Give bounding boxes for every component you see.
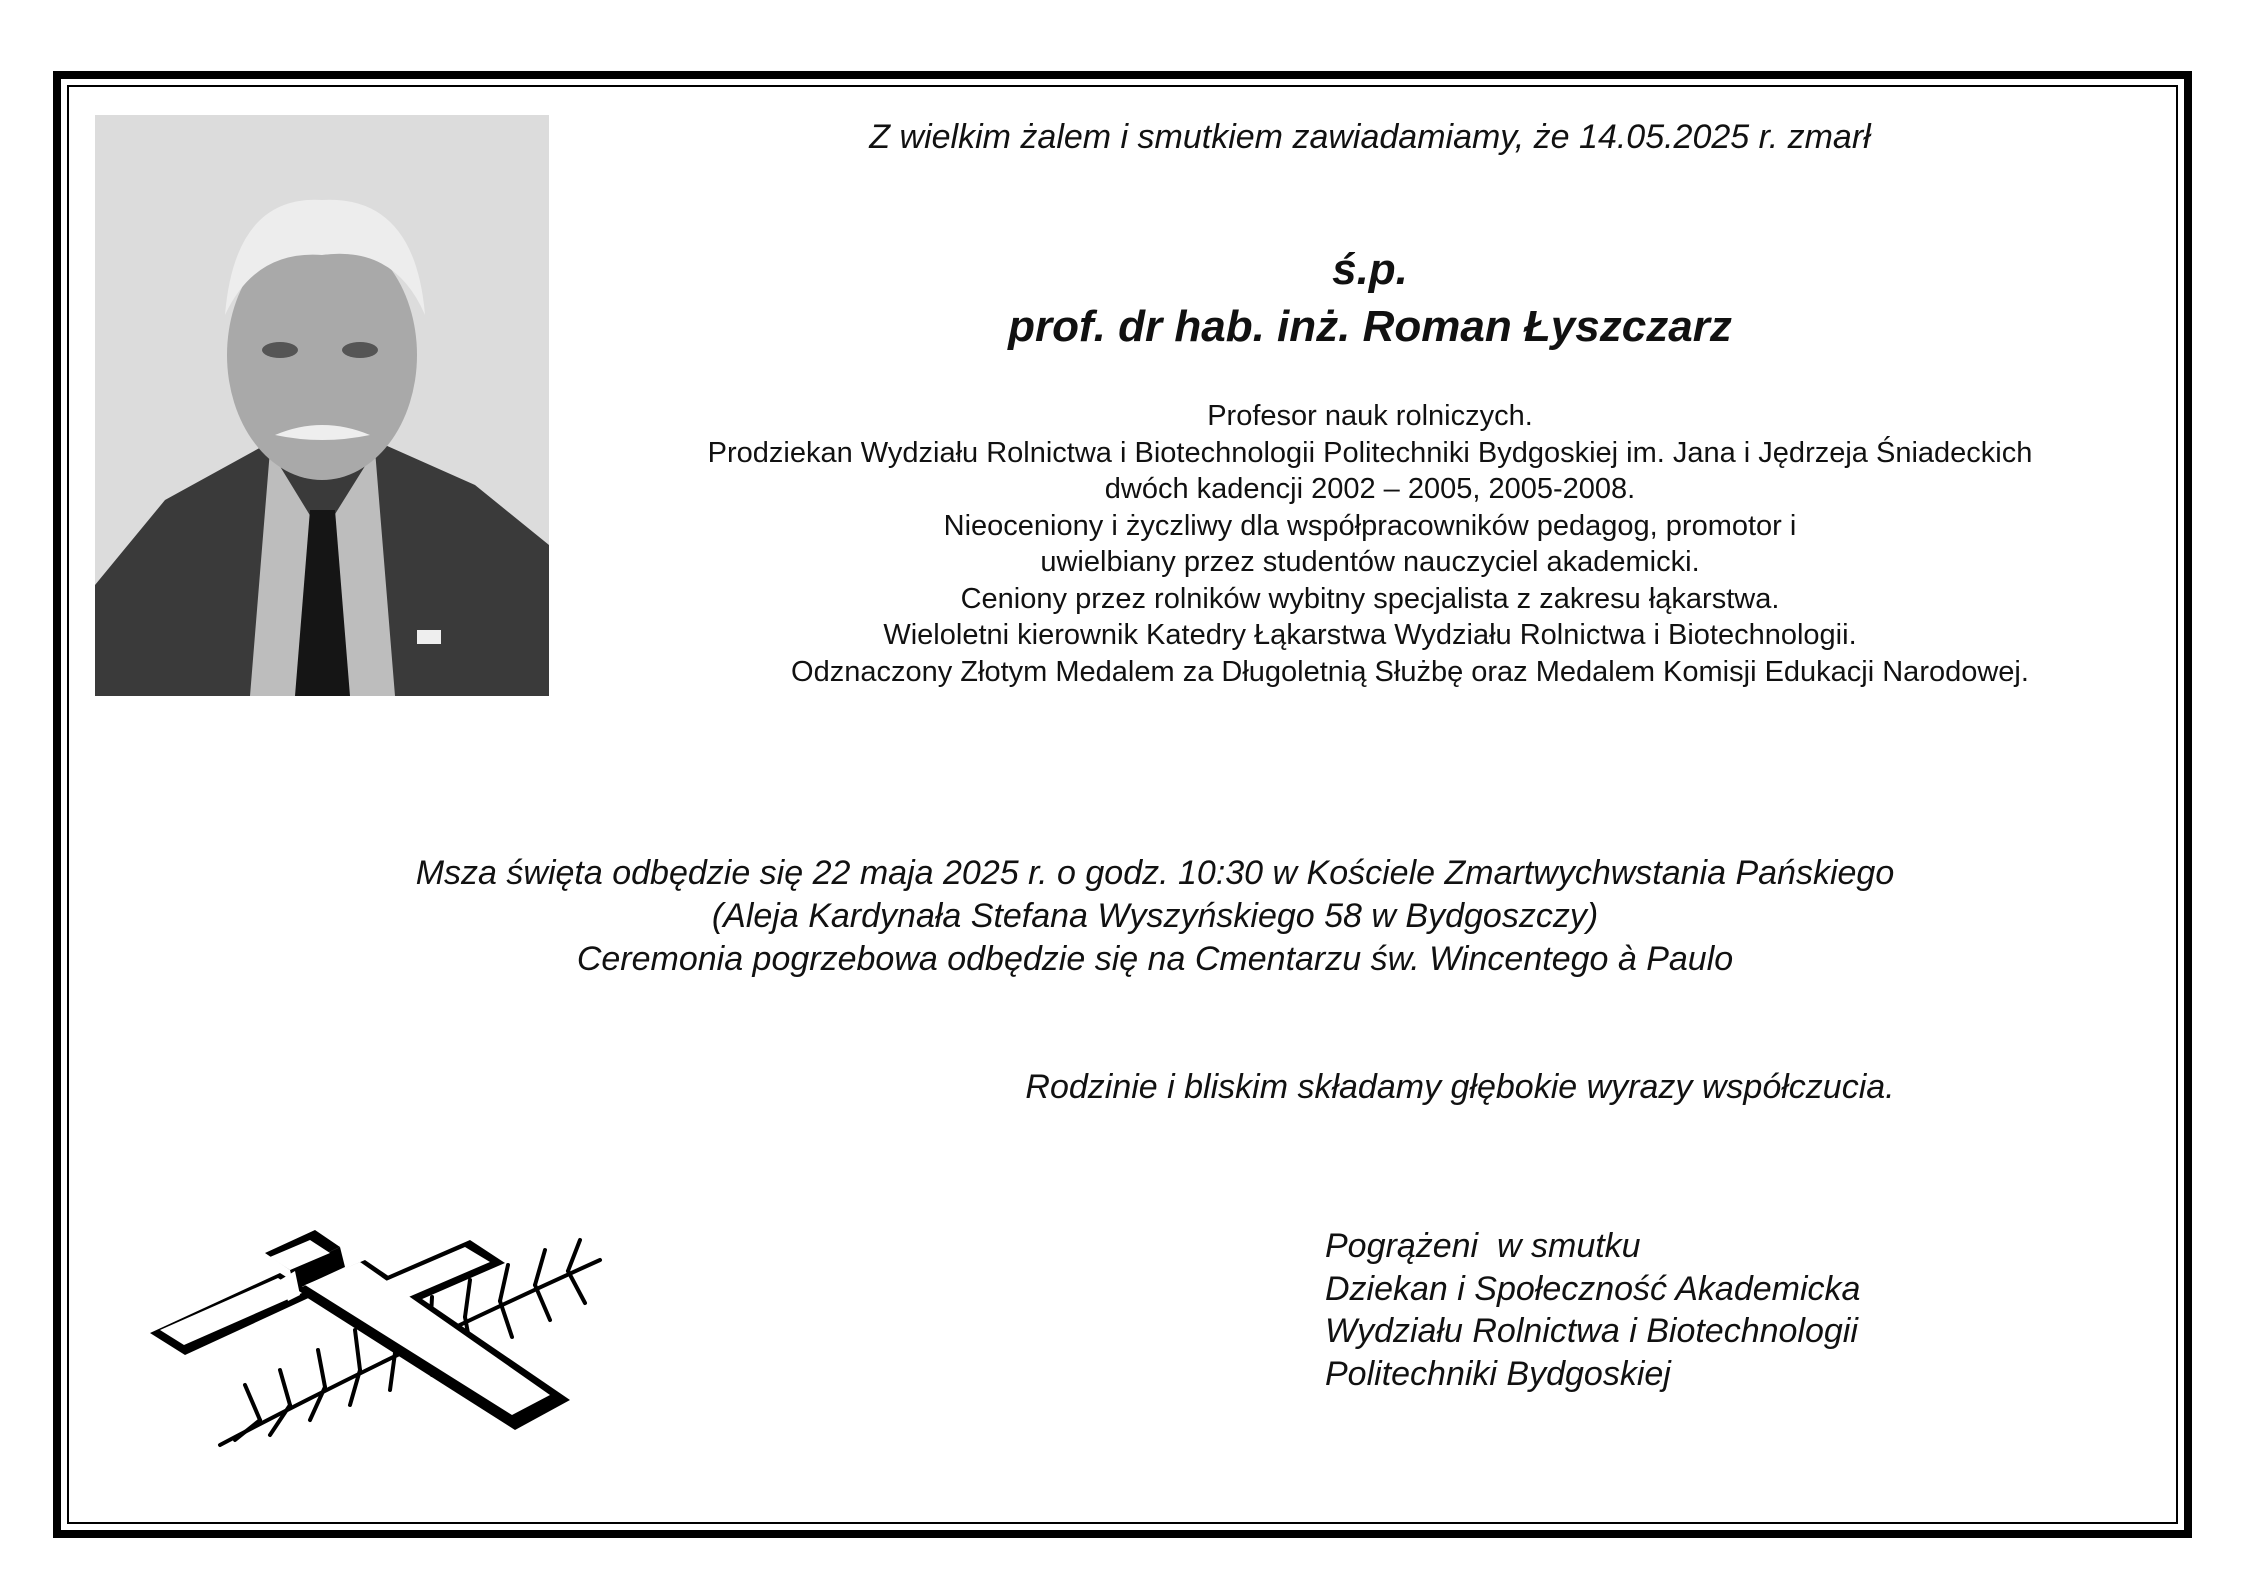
bio-line: uwielbiany przez studentów nauczyciel akademicki. xyxy=(1040,546,1700,578)
bio-line: Nieoceniony i życzliwy dla współpracowników pedagog, promotor i xyxy=(943,509,1797,542)
signature-line: Pogrążeni w smutku xyxy=(1325,1227,1641,1265)
ceremony-line: Ceremonia pogrzebowa odbędzie się na Cmentarzu św. Wincentego à Paulo xyxy=(576,940,1734,978)
ceremony-line: Msza święta odbędzie się 22 maja 2025 r. o godz. 10:30 w Kościele Zmartwychwstania Pańskiego xyxy=(415,854,1895,892)
intro-text: Z wielkim żalem i smutkiem zawiadamiamy, że 14.05.2025 r. zmarł xyxy=(869,118,1871,156)
bio-line: Profesor nauk rolniczych. xyxy=(1207,400,1533,432)
cross-with-palm-icon xyxy=(140,1205,640,1450)
portrait-photo xyxy=(95,115,549,696)
biography xyxy=(610,398,2130,690)
bio-line: Prodziekan Wydziału Rolnictwa i Biotechnologii Politechniki Bydgoskiej im. Jana i Jędrzeja Śniadeckich xyxy=(707,436,2033,469)
signature-line: Dziekan i Społeczność Akademicka xyxy=(1325,1269,1861,1308)
deceased-name: prof. dr hab. inż. Roman Łyszczarz xyxy=(1008,302,1732,351)
bio-line: Wieloletni kierownik Katedry Łąkarstwa Wydziału Rolnictwa i Biotechnologii. xyxy=(883,619,1857,651)
bio-line: Ceniony przez rolników wybitny specjalista z zakresu łąkarstwa. xyxy=(960,582,1780,615)
ceremony-info xyxy=(270,852,2040,981)
condolences-text: Rodzinie i bliskim składamy głębokie wyrazy współczucia. xyxy=(1025,1068,1895,1106)
ceremony-line: (Aleja Kardynała Stefana Wyszyńskiego 58 w Bydgoszczy) xyxy=(711,897,1599,935)
bio-line: dwóch kadencji 2002 – 2005, 2005-2008. xyxy=(1104,473,1636,505)
signature-line: Wydziału Rolnictwa i Biotechnologii xyxy=(1325,1312,1858,1350)
signature-block xyxy=(1325,1225,1860,1395)
memorial-prefix: ś.p. xyxy=(1332,245,1408,294)
signature-line: Politechniki Bydgoskiej xyxy=(1325,1354,1671,1393)
bio-line: Odznaczony Złotym Medalem za Długoletnią Służbę oraz Medalem Komisji Edukacji Narodowej. xyxy=(791,655,2029,688)
